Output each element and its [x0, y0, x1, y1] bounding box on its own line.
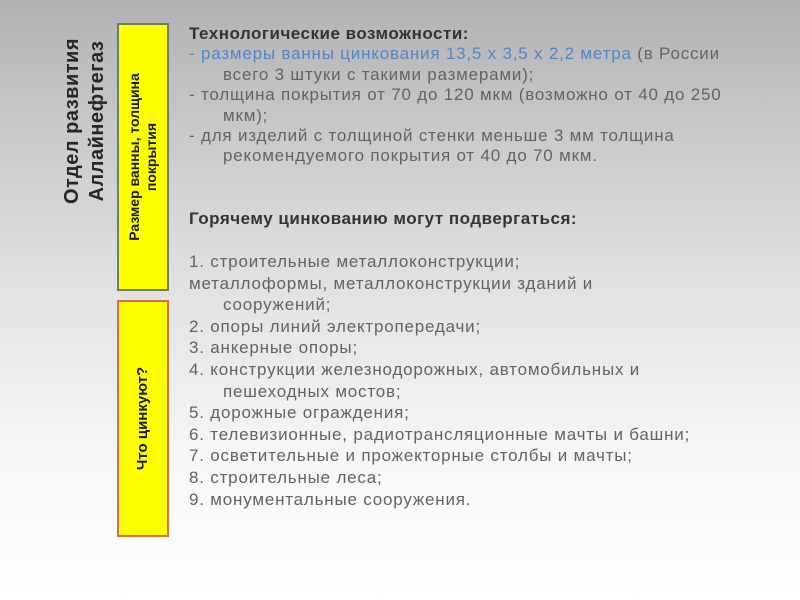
galvanizing-heading: Горячему цинкованию могут подвергаться: [189, 209, 578, 228]
tech-capabilities-heading: Технологические возможности: [189, 24, 469, 43]
tab-bath-size-coating [117, 23, 169, 291]
tab-what-is-galvanized-label: Что цинкуют? [134, 366, 151, 471]
bullet-line: всего 3 штуки с такими размерами); [223, 64, 535, 84]
list-item: 1. строительные металлоконструкции; [189, 252, 521, 271]
tab-what-is-galvanized [117, 300, 169, 537]
list-item: 7. осветительные и прожекторные столбы и мачты; [189, 446, 633, 466]
bullet-line: - толщина покрытия от 70 до 120 мкм (возможно от 40 до 250 [189, 85, 722, 105]
list-item: 6. телевизионные, радиотрансляционные мачты и башни; [189, 424, 691, 444]
list-item: пешеходных мостов; [223, 381, 402, 401]
galvanizing-items-list [189, 251, 785, 510]
bullet-line: - размеры ванны цинкования 13,5 х 3,5 х 2,2 метра (в России [189, 44, 720, 64]
list-item: 4. конструкции железнодорожных, автомобильных и [189, 359, 641, 379]
tab-bath-size-coating-label: Размер ванны, толщина покрытия [126, 73, 159, 241]
list-item: сооружений; [223, 295, 332, 315]
section-tech-capabilities [189, 24, 785, 167]
bullet-line: мкм); [223, 105, 269, 125]
bullet-line: рекомендуемого покрытия от 40 до 70 мкм. [223, 146, 598, 166]
list-item: 5. дорожные ограждения; [189, 403, 410, 423]
list-item: 3. анкерные опоры; [189, 338, 358, 358]
department-vertical-title [58, 30, 112, 212]
list-item: 2. опоры линий электропередачи; [189, 316, 482, 336]
department-title-line2: Аллайнефтегаз [86, 40, 108, 202]
list-item: 9. монументальные сооружения. [189, 489, 472, 509]
list-item: 8. строительные леса; [189, 467, 383, 487]
list-item: металлоформы, металлоконструкции зданий и [189, 273, 594, 293]
department-title-text [58, 30, 112, 212]
bullet-line: - для изделий с толщиной стенки меньше 3 мм толщина [189, 126, 675, 146]
department-title-line1: Отдел развития [61, 37, 83, 205]
